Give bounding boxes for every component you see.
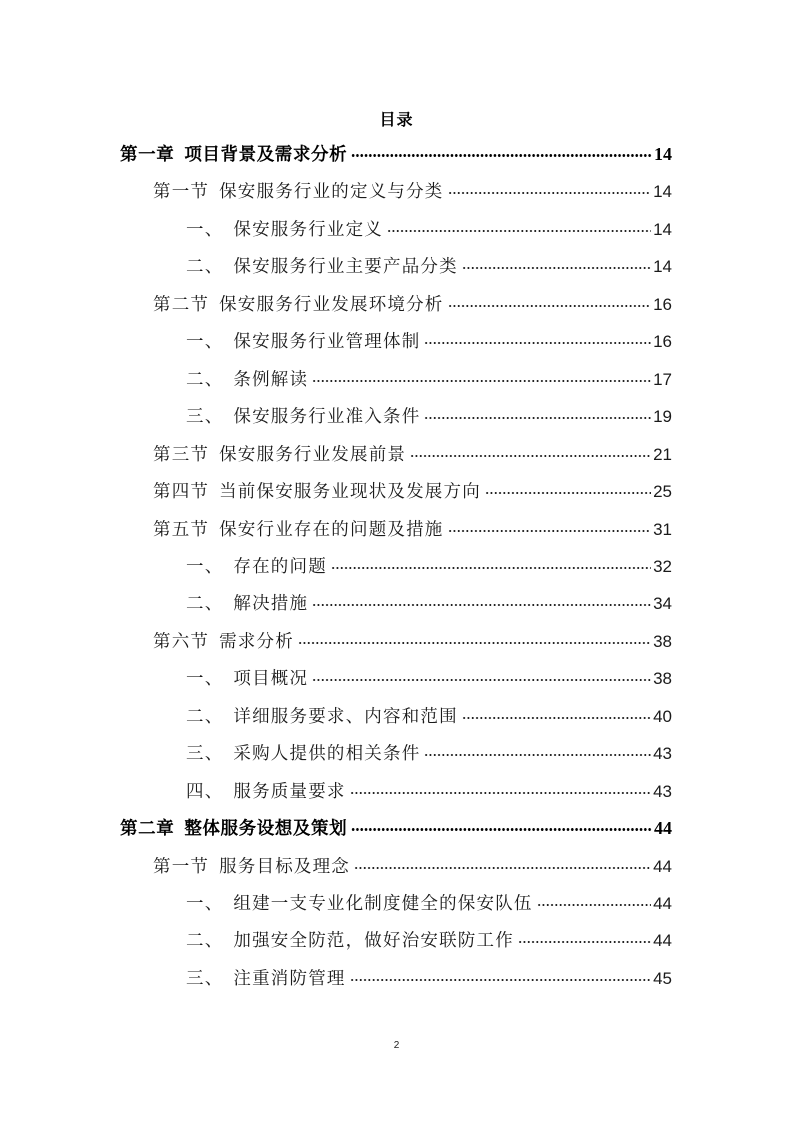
toc-entry-label xyxy=(153,178,444,203)
toc-entry-level-3[interactable] xyxy=(186,365,672,395)
toc-entry-text: 项目背景及需求分析 xyxy=(184,145,348,165)
toc-entry-page: 38 xyxy=(653,631,672,651)
toc-entry-page: 16 xyxy=(653,294,672,314)
dot-leader xyxy=(331,552,651,572)
toc-entry-level-3[interactable] xyxy=(186,589,672,619)
toc-entry-number: 第三节 xyxy=(153,444,210,465)
toc-entry-label xyxy=(186,778,346,803)
toc-entry-page: 38 xyxy=(653,669,672,689)
toc-entry-label xyxy=(153,853,350,878)
toc-entry-number: 一、 xyxy=(186,894,224,914)
toc-entry-label xyxy=(186,253,458,278)
toc-entry-number: 一、 xyxy=(186,556,224,577)
toc-entry-label xyxy=(186,740,420,765)
toc-entry-number: 第六节 xyxy=(153,631,210,652)
toc-entry-label xyxy=(153,516,444,541)
dot-leader xyxy=(462,252,651,272)
toc-entry-label xyxy=(186,665,308,690)
toc-entry-number: 二、 xyxy=(186,257,224,278)
toc-entry-number: 二、 xyxy=(186,369,224,390)
toc-entry-page: 34 xyxy=(653,594,672,614)
toc-entry-number: 二、 xyxy=(186,594,224,615)
dot-leader xyxy=(350,964,651,984)
toc-entry-text: 注重消防管理 xyxy=(233,968,346,989)
toc-entry-number: 二、 xyxy=(186,706,224,727)
toc-entry-level-3[interactable] xyxy=(186,664,672,694)
page-number: 2 xyxy=(393,1040,400,1051)
toc-entry-level-2[interactable] xyxy=(153,177,672,207)
toc-entry-page: 16 xyxy=(653,332,672,352)
toc-entry-number: 一、 xyxy=(186,219,224,240)
toc-entry-number: 一、 xyxy=(186,332,224,353)
toc-entry-level-3[interactable] xyxy=(186,327,672,357)
dot-leader xyxy=(485,477,651,497)
dot-leader xyxy=(350,777,651,797)
toc-entry-page: 14 xyxy=(653,219,672,239)
toc-entry-number: 三、 xyxy=(186,744,224,765)
toc-entry-text: 服务质量要求 xyxy=(233,781,346,802)
toc-entry-text: 解决措施 xyxy=(233,594,309,615)
toc-entry-text: 保安服务行业定义 xyxy=(233,219,384,240)
toc-entry-label xyxy=(153,291,444,316)
toc-title: 目录 xyxy=(379,110,414,129)
toc-entry-label xyxy=(120,141,347,166)
toc-entry-text: 保安服务行业发展环境分析 xyxy=(219,294,444,315)
toc-entry-label xyxy=(120,815,347,840)
toc-entry-level-2[interactable] xyxy=(153,477,672,507)
toc-entry-page: 19 xyxy=(653,407,672,427)
dot-leader xyxy=(312,664,651,684)
dot-leader xyxy=(410,440,651,460)
toc-entry-page: 14 xyxy=(654,144,672,164)
toc-entry-label xyxy=(186,965,346,990)
toc-entry-page: 43 xyxy=(653,781,672,801)
toc-entry-page: 32 xyxy=(653,556,672,576)
toc-entry-level-3[interactable] xyxy=(186,926,672,956)
toc-entry-text: 采购人提供的相关条件 xyxy=(233,744,421,765)
toc-entry-level-3[interactable] xyxy=(186,215,672,245)
toc-entry-level-2[interactable] xyxy=(153,852,672,882)
toc-entry-page: 14 xyxy=(653,257,672,277)
dot-leader xyxy=(351,140,652,160)
toc-entry-level-2[interactable] xyxy=(153,290,672,320)
toc-entry-page: 40 xyxy=(653,706,672,726)
dot-leader xyxy=(387,215,651,235)
toc-entry-label xyxy=(186,328,420,353)
toc-entry-label xyxy=(186,403,420,428)
toc-entry-number: 第二节 xyxy=(153,294,210,315)
dot-leader xyxy=(518,926,651,946)
toc-entry-number: 第一章 xyxy=(120,145,175,165)
toc-entry-level-3[interactable] xyxy=(186,777,672,807)
toc-entry-number: 第一节 xyxy=(153,856,210,877)
toc-entry-label xyxy=(186,216,383,241)
toc-entry-page: 44 xyxy=(653,931,672,951)
toc-entry-text: 详细服务要求、内容和范围 xyxy=(233,706,458,727)
toc-entry-level-1[interactable] xyxy=(120,814,672,844)
dot-leader xyxy=(351,814,652,834)
toc-entry-text: 条例解读 xyxy=(233,369,309,390)
toc-entry-text: 保安服务行业的定义与分类 xyxy=(219,182,444,203)
dot-leader xyxy=(298,627,651,647)
toc-entry-text: 加强安全防范，做好治安联防工作 xyxy=(233,931,514,952)
toc-entry-page: 31 xyxy=(653,519,672,539)
dot-leader xyxy=(312,589,651,609)
toc-entry-text: 保安服务行业主要产品分类 xyxy=(233,257,458,278)
dot-leader xyxy=(354,852,651,872)
dot-leader xyxy=(448,290,652,310)
toc-entry-number: 三、 xyxy=(186,968,224,989)
toc-entry-page: 43 xyxy=(653,744,672,764)
toc-entry-number: 第一节 xyxy=(153,182,210,203)
dot-leader xyxy=(537,889,651,909)
toc-entry-number: 第五节 xyxy=(153,519,210,540)
toc-entry-level-3[interactable] xyxy=(186,702,672,732)
toc-entry-label xyxy=(186,366,308,391)
toc-entry-text: 项目概况 xyxy=(233,669,309,690)
toc-entry-text: 需求分析 xyxy=(219,631,294,652)
toc-entry-level-2[interactable] xyxy=(153,627,672,657)
toc-entry-number: 第二章 xyxy=(120,819,175,840)
toc-entry-text: 当前保安服务业现状及发展方向 xyxy=(219,482,481,503)
toc-entry-level-3[interactable] xyxy=(186,252,672,282)
toc-entry-text: 保安服务行业准入条件 xyxy=(233,407,421,428)
toc-entry-page: 44 xyxy=(653,856,672,876)
dot-leader xyxy=(312,365,651,385)
toc-entry-page: 45 xyxy=(653,968,672,988)
toc-entry-level-2[interactable] xyxy=(153,515,672,545)
toc-entry-level-2[interactable] xyxy=(153,440,672,470)
dot-leader xyxy=(448,515,652,535)
toc-entry-number: 三、 xyxy=(186,407,224,428)
dot-leader xyxy=(448,177,652,197)
dot-leader xyxy=(424,327,651,347)
toc-entry-page: 21 xyxy=(653,444,672,464)
toc-entry-level-3[interactable] xyxy=(186,552,672,582)
toc-entry-page: 44 xyxy=(653,894,672,913)
toc-entry-label xyxy=(186,553,327,578)
toc-entry-page: 44 xyxy=(654,818,672,839)
toc-entry-number: 四、 xyxy=(186,781,224,802)
toc-entry-label xyxy=(186,703,458,728)
toc-entry-text: 保安行业存在的问题及措施 xyxy=(219,519,444,540)
toc-entry-label xyxy=(153,628,294,653)
toc-entry-page: 17 xyxy=(653,369,672,389)
toc-entry-label xyxy=(186,590,308,615)
dot-leader xyxy=(424,402,651,422)
toc-entry-label xyxy=(153,441,406,466)
toc-entry-page: 25 xyxy=(653,482,672,502)
toc-entry-level-3[interactable] xyxy=(186,739,672,769)
toc-entry-level-3[interactable] xyxy=(186,889,672,919)
toc-entry-text: 整体服务设想及策划 xyxy=(184,819,348,840)
toc-entry-text: 存在的问题 xyxy=(233,556,327,577)
toc-entry-text: 服务目标及理念 xyxy=(219,856,351,877)
toc-entry-text: 保安服务行业管理体制 xyxy=(233,332,421,353)
toc-entry-label xyxy=(186,890,533,915)
dot-leader xyxy=(424,739,651,759)
toc-entry-label xyxy=(186,927,514,952)
toc-entry-number: 一、 xyxy=(186,669,224,690)
toc-entry-level-3[interactable] xyxy=(186,402,672,432)
toc-entry-page: 14 xyxy=(653,182,672,202)
toc-entry-number: 第四节 xyxy=(153,482,210,503)
toc-entry-text: 组建一支专业化制度健全的保安队伍 xyxy=(233,894,533,914)
toc-entry-level-1[interactable] xyxy=(120,140,672,170)
toc-entry-text: 保安服务行业发展前景 xyxy=(219,444,407,465)
toc-entry-number: 二、 xyxy=(186,931,224,952)
dot-leader xyxy=(462,702,651,722)
toc-entry-label xyxy=(153,478,481,503)
toc-entry-level-3[interactable] xyxy=(186,964,672,994)
